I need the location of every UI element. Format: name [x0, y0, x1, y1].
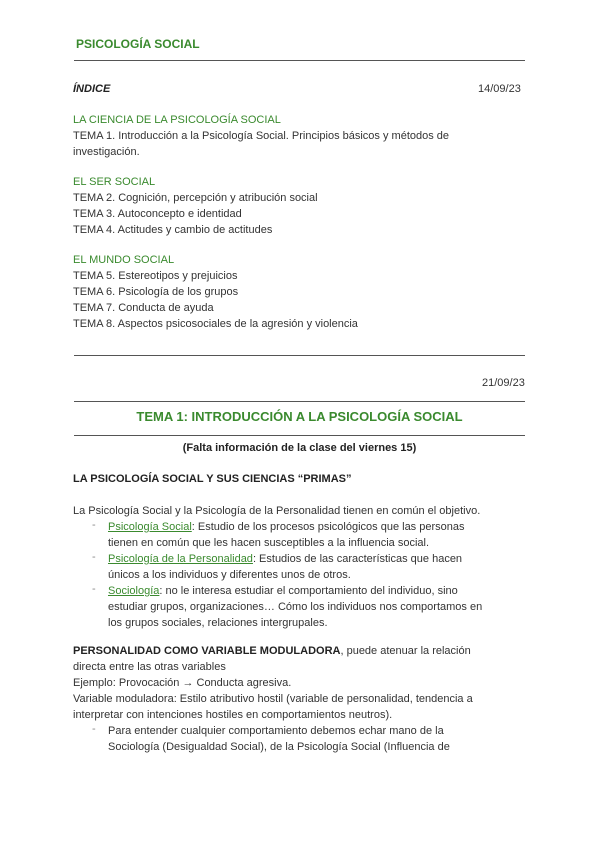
index-section	[73, 174, 318, 238]
list-item	[108, 551, 462, 583]
section-heading: LA CIENCIA DE LA PSICOLOGÍA SOCIAL	[73, 114, 281, 126]
moderator-heading: PERSONALIDAD COMO VARIABLE MODULADORA	[73, 645, 341, 657]
list-item	[108, 583, 482, 631]
title-rule-top	[74, 401, 525, 402]
topic-item: TEMA 8. Aspectos psicosociales de la agresión y violencia	[73, 318, 358, 330]
index-date: 14/09/23	[478, 83, 521, 95]
title-rule-bottom	[74, 435, 525, 436]
moderator-text: , puede atenuar la relación	[340, 645, 471, 657]
moderator-paragraph	[73, 643, 473, 723]
index-divider	[74, 355, 525, 356]
definition-text: : Estudio de los procesos psicológicos que las personas	[191, 521, 465, 533]
definition-text: los grupos sociales, relaciones intergrupales.	[108, 617, 328, 629]
topic-item: TEMA 4. Actitudes y cambio de actitudes	[73, 224, 273, 236]
topic-item: TEMA 2. Cognición, percepción y atribución social	[73, 192, 318, 204]
term-link[interactable]: Psicología de la Personalidad	[108, 553, 253, 565]
dash-icon: -	[92, 551, 96, 563]
index-section	[73, 112, 449, 160]
topic-item: TEMA 7. Conducta de ayuda	[73, 302, 214, 314]
section-heading: EL MUNDO SOCIAL	[73, 254, 175, 266]
section-heading: EL SER SOCIAL	[73, 176, 156, 188]
bullet-text: Sociología (Desigualdad Social), de la Psicología Social (Influencia de	[108, 741, 450, 753]
index-title: ÍNDICE	[73, 83, 111, 95]
topic-item: TEMA 1. Introducción a la Psicología Social. Principios básicos y métodos de	[73, 130, 450, 142]
missing-note: (Falta información de la clase del viernes 15)	[182, 442, 417, 454]
term-link[interactable]: Sociología	[108, 585, 160, 597]
topic-item: TEMA 3. Autoconcepto e identidad	[73, 208, 242, 220]
dash-icon: -	[92, 723, 96, 735]
example-text: Ejemplo: Provocación → Conducta agresiva.	[73, 677, 292, 689]
intro-paragraph: La Psicología Social y la Psicología de la Personalidad tienen en común el objetivo.	[73, 505, 481, 517]
index-section	[73, 252, 358, 332]
dash-icon: -	[92, 583, 96, 595]
topic-item: TEMA 5. Estereotipos y prejuicios	[73, 270, 238, 282]
variable-text: Variable moduladora: Estilo atributivo hostil (variable de personalidad, tendencia a	[73, 693, 473, 705]
list-item	[108, 723, 450, 755]
course-title: PSICOLOGÍA SOCIAL	[76, 37, 200, 51]
header-divider	[74, 60, 525, 61]
definition-text: : no le interesa estudiar el comportamiento del individuo, sino	[159, 585, 458, 597]
definition-text: estudiar grupos, organizaciones… Cómo los individuos nos comportamos en	[108, 601, 483, 613]
topic-item: investigación.	[73, 146, 140, 158]
moderator-text: directa entre las otras variables	[73, 661, 226, 673]
definition-text: tienen en común que les hacen susceptibles a la influencia social.	[108, 537, 430, 549]
tema-date: 21/09/23	[482, 377, 525, 389]
topic-item: TEMA 6. Psicología de los grupos	[73, 286, 239, 298]
variable-text: interpretar con intenciones hostiles en comportamientos neutros).	[73, 709, 393, 721]
list-item	[108, 519, 465, 551]
section-subtitle: LA PSICOLOGÍA SOCIAL Y SUS CIENCIAS “PRIMAS”	[73, 473, 352, 485]
definition-text: : Estudios de las características que hacen	[252, 553, 463, 565]
definition-text: únicos a los individuos y diferentes unos de otros.	[108, 569, 351, 581]
dash-icon: -	[92, 519, 96, 531]
tema-title: TEMA 1: INTRODUCCIÓN A LA PSICOLOGÍA SOCIAL	[136, 409, 463, 424]
term-link[interactable]: Psicología Social	[108, 521, 192, 533]
bullet-text: Para entender cualquier comportamiento debemos echar mano de la	[108, 725, 444, 737]
